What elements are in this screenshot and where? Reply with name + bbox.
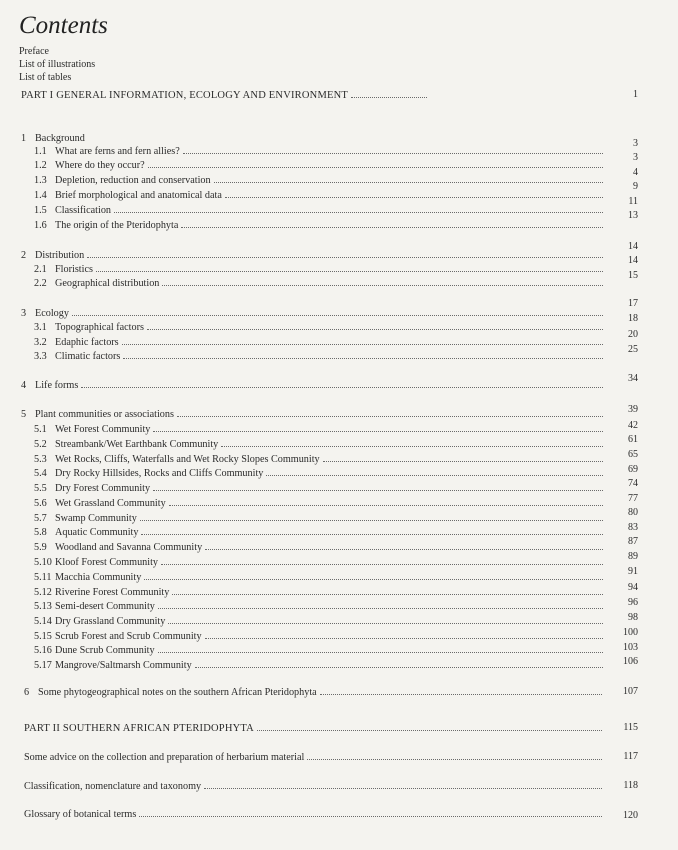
entry-title: Floristics	[55, 264, 93, 275]
page-number: 18	[628, 313, 638, 324]
toc-entry[interactable]	[21, 249, 605, 263]
dot-leader	[177, 408, 603, 417]
entry-title: Glossary of botanical terms	[24, 809, 137, 820]
entry-title: Wet Forest Community	[55, 424, 151, 435]
toc-entry[interactable]	[34, 541, 605, 555]
toc-entry[interactable]	[24, 808, 604, 822]
entry-title: Woodland and Savanna Community	[55, 542, 203, 553]
entry-number: 1.3	[34, 175, 47, 186]
page-number: 107	[623, 686, 638, 697]
dot-leader	[162, 277, 603, 286]
entry-title: Some phytogeographical notes on the southern African Pteridophyta	[38, 687, 317, 698]
page-number: 94	[628, 582, 638, 593]
dot-leader	[96, 263, 603, 272]
toc-entry[interactable]	[24, 780, 604, 794]
entry-title: Dry Grassland Community	[55, 616, 166, 627]
entry-title: Where do they occur?	[55, 160, 145, 171]
dot-leader	[172, 586, 603, 595]
page-number: 69	[628, 464, 638, 475]
entry-title: Life forms	[35, 380, 79, 391]
page-number: 74	[628, 478, 638, 489]
page-number: 117	[623, 751, 638, 762]
toc-entry[interactable]	[34, 571, 605, 585]
entry-title: Classification	[55, 205, 112, 216]
page-number: 115	[623, 722, 638, 733]
entry-title: Dune Scrub Community	[55, 645, 155, 656]
entry-number: 5.16	[34, 645, 52, 656]
dot-leader	[114, 204, 603, 213]
dot-leader	[161, 556, 603, 565]
dot-leader	[183, 145, 603, 154]
entry-number: 5.6	[34, 498, 47, 509]
dot-leader	[158, 600, 603, 609]
dot-leader	[123, 350, 603, 359]
entry-title: Mangrove/Saltmarsh Community	[55, 660, 192, 671]
dot-leader	[122, 336, 603, 345]
entry-title: Ecology	[35, 308, 69, 319]
page-number: 91	[628, 566, 638, 577]
toc-entry[interactable]	[34, 189, 605, 203]
entry-number: 3.1	[34, 322, 47, 333]
toc-entry[interactable]	[34, 659, 605, 673]
entry-number: 5.8	[34, 527, 47, 538]
entry-title: Some advice on the collection and preparation of herbarium material	[24, 752, 305, 763]
entry-number: 5.12	[34, 587, 52, 598]
entry-number: 5.7	[34, 513, 47, 524]
entry-title: Macchia Community	[55, 572, 142, 583]
entry-title: Semi-desert Community	[55, 601, 155, 612]
page-number: 77	[628, 493, 638, 504]
entry-title: Scrub Forest and Scrub Community	[55, 631, 202, 642]
dot-leader	[351, 89, 427, 98]
entry-title: Geographical distribution	[55, 278, 160, 289]
page-number: 39	[628, 404, 638, 415]
toc-entry[interactable]	[34, 556, 605, 570]
entry-title: Topographical factors	[55, 322, 144, 333]
entry-title: Streambank/Wet Earthbank Community	[55, 439, 219, 450]
entry-number: 5.4	[34, 468, 47, 479]
page-number: 13	[628, 210, 638, 221]
toc-entry[interactable]	[34, 615, 605, 629]
toc-entry[interactable]	[34, 586, 605, 600]
dot-leader	[72, 307, 603, 316]
toc-entry[interactable]	[21, 307, 605, 321]
dot-leader	[169, 497, 603, 506]
front-matter-item[interactable]: List of tables	[19, 72, 72, 83]
toc-entry[interactable]	[34, 630, 605, 644]
page-number: 11	[628, 196, 638, 207]
page-number: 61	[628, 434, 638, 445]
toc-entry[interactable]	[34, 453, 605, 467]
dot-leader	[195, 659, 603, 668]
entry-title: Riverine Forest Community	[55, 587, 170, 598]
entry-title: Depletion, reduction and conservation	[55, 175, 211, 186]
toc-entry[interactable]	[34, 423, 605, 437]
page-number: 103	[623, 642, 638, 653]
entry-number: 5.1	[34, 424, 47, 435]
front-matter-item[interactable]: Preface	[19, 46, 49, 57]
dot-leader	[81, 379, 603, 388]
dot-leader	[87, 249, 603, 258]
dot-leader	[205, 630, 603, 639]
front-matter-item[interactable]: List of illustrations	[19, 59, 96, 70]
dot-leader	[153, 482, 603, 491]
page-number: 17	[628, 298, 638, 309]
dot-leader	[257, 722, 602, 731]
page-number: 89	[628, 551, 638, 562]
entry-title: What are ferns and fern allies?	[55, 146, 180, 157]
entry-number: 5.11	[34, 572, 52, 583]
page-number: 118	[623, 780, 638, 791]
entry-title: Aquatic Community	[55, 527, 139, 538]
entry-title: Brief morphological and anatomical data	[55, 190, 222, 201]
page-number: 80	[628, 507, 638, 518]
entry-number: 1.4	[34, 190, 47, 201]
entry-number: 5.9	[34, 542, 47, 553]
page-number: 106	[623, 656, 638, 667]
toc-entry[interactable]	[24, 686, 604, 700]
toc-entry[interactable]	[34, 512, 605, 526]
entry-number: 1.1	[34, 146, 47, 157]
toc-entry[interactable]	[34, 350, 605, 364]
toc-entry[interactable]	[34, 277, 605, 291]
page-number: 83	[628, 522, 638, 533]
toc-entry[interactable]	[34, 482, 605, 496]
part-heading[interactable]	[21, 89, 429, 103]
entry-title: Wet Grassland Community	[55, 498, 166, 509]
part-heading[interactable]	[24, 722, 604, 736]
entry-title: Wet Rocks, Cliffs, Waterfalls and Wet Rocky Slopes Community	[55, 454, 320, 465]
toc-entry[interactable]	[34, 145, 605, 159]
dot-leader	[141, 526, 603, 535]
page-number: 34	[628, 373, 638, 384]
page-number: 14	[628, 241, 638, 252]
entry-number: 4	[21, 380, 27, 391]
entry-title: Plant communities or associations	[35, 409, 174, 420]
page-number: 120	[623, 810, 638, 821]
toc-entry[interactable]	[21, 408, 605, 422]
toc-entry[interactable]	[34, 219, 605, 233]
toc-entry[interactable]	[34, 497, 605, 511]
entry-number: 1.2	[34, 160, 47, 171]
entry-number: 3.2	[34, 337, 47, 348]
entry-number: 5.2	[34, 439, 47, 450]
entry-title: Dry Rocky Hillsides, Rocks and Cliffs Community	[55, 468, 264, 479]
entry-title: Background	[35, 133, 85, 144]
dot-leader	[139, 808, 602, 817]
dot-leader	[148, 159, 603, 168]
toc-entry[interactable]	[34, 263, 605, 277]
entry-number: 5	[21, 409, 27, 420]
entry-number: 2.1	[34, 264, 47, 275]
dot-leader	[158, 644, 603, 653]
page-number: 20	[628, 329, 638, 340]
toc-entry[interactable]	[34, 467, 605, 481]
dot-leader	[225, 189, 603, 198]
entry-title: Dry Forest Community	[55, 483, 151, 494]
page-number: 25	[628, 344, 638, 355]
toc-entry[interactable]	[34, 321, 605, 335]
entry-number: 5.15	[34, 631, 52, 642]
page-number: 9	[633, 181, 638, 192]
dot-leader	[147, 321, 603, 330]
toc-entry[interactable]	[34, 600, 605, 614]
entry-number: 2.2	[34, 278, 47, 289]
entry-title: PART I GENERAL INFORMATION, ECOLOGY AND ENVIRONMENT	[21, 90, 348, 101]
entry-number: 5.14	[34, 616, 52, 627]
dot-leader	[204, 780, 602, 789]
entry-title: Climatic factors	[55, 351, 121, 362]
toc-entry[interactable]	[34, 336, 605, 350]
entry-title: The origin of the Pteridophyta	[55, 220, 179, 231]
entry-title: Classification, nomenclature and taxonomy	[24, 781, 202, 792]
dot-leader	[168, 615, 603, 624]
page-number: 15	[628, 270, 638, 281]
dot-leader	[181, 219, 603, 228]
page-number: 42	[628, 420, 638, 431]
toc-entry[interactable]	[34, 174, 605, 188]
entry-title: Kloof Forest Community	[55, 557, 159, 568]
dot-leader	[323, 453, 603, 462]
toc-entry[interactable]	[34, 159, 605, 173]
page-number: 1	[633, 89, 638, 100]
entry-title: Swamp Community	[55, 513, 137, 524]
page-number: 3	[633, 138, 638, 149]
page-number: 4	[633, 167, 638, 178]
page-number: 98	[628, 612, 638, 623]
front-matter-list	[19, 45, 95, 84]
toc-entry[interactable]	[34, 204, 605, 218]
dot-leader	[140, 512, 603, 521]
entry-title: PART II SOUTHERN AFRICAN PTERIDOPHYTA	[24, 723, 254, 734]
entry-title: Edaphic factors	[55, 337, 119, 348]
entry-number: 1.5	[34, 205, 47, 216]
toc-entry[interactable]	[34, 644, 605, 658]
page-number: 65	[628, 449, 638, 460]
entry-number: 5.17	[34, 660, 52, 671]
entry-number: 5.13	[34, 601, 52, 612]
toc-entry[interactable]	[21, 132, 421, 146]
page-number: 3	[633, 152, 638, 163]
entry-number: 6	[24, 687, 30, 698]
dot-leader	[214, 174, 603, 183]
entry-number: 3.3	[34, 351, 47, 362]
dot-leader	[144, 571, 603, 580]
page-number: 96	[628, 597, 638, 608]
dot-leader	[153, 423, 603, 432]
entry-number: 3	[21, 308, 27, 319]
entry-number: 5.5	[34, 483, 47, 494]
dot-leader	[266, 467, 603, 476]
entry-title: Distribution	[35, 250, 85, 261]
dot-leader	[221, 438, 603, 447]
dot-leader	[205, 541, 603, 550]
toc-entry[interactable]	[34, 438, 605, 452]
page-title: Contents	[19, 12, 108, 39]
dot-leader	[320, 686, 602, 695]
toc-entry[interactable]	[24, 751, 604, 765]
page-number: 100	[623, 627, 638, 638]
page-number: 87	[628, 536, 638, 547]
page-number: 14	[628, 255, 638, 266]
entry-number: 2	[21, 250, 27, 261]
entry-number: 5.10	[34, 557, 52, 568]
toc-entry[interactable]	[21, 379, 605, 393]
entry-number: 1	[21, 133, 27, 144]
entry-number: 1.6	[34, 220, 47, 231]
toc-entry[interactable]	[34, 526, 605, 540]
dot-leader	[307, 751, 602, 760]
entry-number: 5.3	[34, 454, 47, 465]
